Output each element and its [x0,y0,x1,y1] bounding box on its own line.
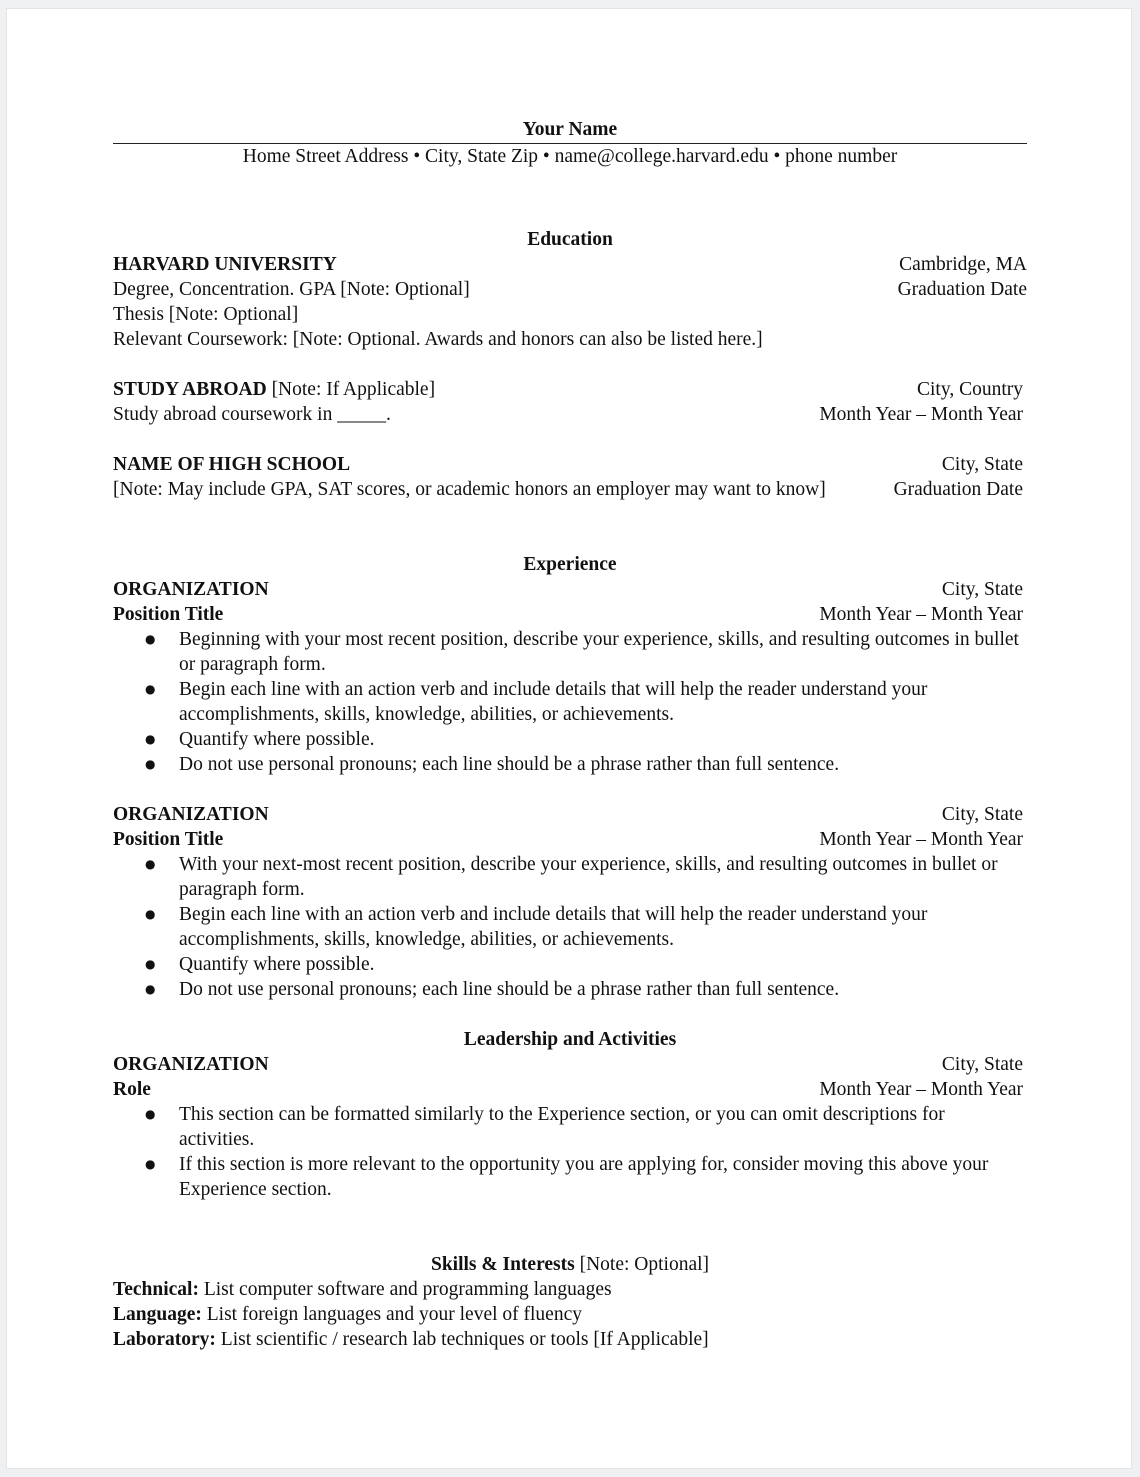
skill-label: Laboratory: [113,1329,216,1350]
organization-location: City, State [941,804,1023,825]
contact-line: Home Street Address • City, State Zip • name@college.harvard.edu • phone number [242,146,898,167]
highschool-name: NAME OF HIGH SCHOOL [113,454,351,475]
skill-line-technical [113,1277,1027,1302]
experience-2-header [113,802,1027,827]
graduation-date: Graduation Date [897,279,1027,300]
resume-name: Your Name [113,117,1027,144]
bullet-item: ● Quantify where possible. [113,727,1027,752]
organization-name: ORGANIZATION [113,804,269,825]
experience-1-bullets [113,627,1027,777]
bullet-item: ● Beginning with your most recent position, describe your experience, skills, and resulting outcomes in bullet or paragraph form. [113,627,1027,677]
section-title-leadership: Leadership and Activities [463,1029,677,1050]
bullet-item: ● Begin each line with an action verb and include details that will help the reader understand your accomplishments, skills, knowledge, abilities, or achievements. [113,902,1027,952]
bullet-item: ● This section can be formatted similarly to the Experience section, or you can omit descriptions for activities. [113,1102,1027,1152]
highschool-location: City, State [941,454,1023,475]
section-title-education: Education [527,229,613,250]
abroad-name: STUDY ABROAD [113,379,267,400]
organization-location: City, State [941,579,1023,600]
skill-label: Technical: [113,1279,199,1300]
education-highschool-note-row [113,477,1027,502]
experience-1-position-row [113,602,1027,627]
skills-title: Skills & Interests [430,1254,575,1275]
organization-location: City, State [941,1054,1023,1075]
school-name: HARVARD UNIVERSITY [113,254,337,275]
bullet-item: ● Do not use personal pronouns; each line should be a phrase rather than full sentence. [113,752,1027,777]
bullet-item: ● Begin each line with an action verb and include details that will help the reader understand your accomplishments, skills, knowledge, abilities, or achievements. [113,677,1027,727]
leadership-bullets [113,1102,1027,1202]
resume-page [6,8,1132,1469]
role-title: Role [113,1079,151,1100]
education-harvard-degree-row [113,277,1027,302]
skill-line-language [113,1302,1027,1327]
education-highschool-header [113,452,1027,477]
position-dates: Month Year – Month Year [819,829,1023,850]
abroad-note: [Note: If Applicable] [266,379,436,400]
role-dates: Month Year – Month Year [819,1079,1023,1100]
school-location: Cambridge, MA [899,254,1027,275]
leadership-header [113,1052,1027,1077]
experience-2-position-row [113,827,1027,852]
highschool-date: Graduation Date [893,479,1023,500]
organization-name: ORGANIZATION [113,1054,269,1075]
skill-line-laboratory [113,1327,1027,1352]
degree-text: Degree, Concentration. GPA [Note: Optional] [113,279,470,300]
section-title-skills [113,1252,1027,1277]
education-abroad-header [113,377,1027,402]
position-dates: Month Year – Month Year [819,604,1023,625]
education-abroad-coursework-row [113,402,1027,427]
highschool-note: [Note: May include GPA, SAT scores, or academic honors an employer may want to know] [113,479,826,500]
skill-label: Language: [113,1304,202,1325]
thesis-line: Thesis [Note: Optional] [113,304,299,325]
position-title: Position Title [113,829,224,850]
abroad-dates: Month Year – Month Year [819,404,1023,425]
skill-text: List foreign languages and your level of fluency [201,1304,582,1325]
bullet-item: ● Do not use personal pronouns; each line should be a phrase rather than full sentence. [113,977,1027,1002]
bullet-item: ● Quantify where possible. [113,952,1027,977]
education-harvard-header [113,252,1027,277]
bullet-item: ● With your next-most recent position, describe your experience, skills, and resulting outcomes in bullet or paragraph form. [113,852,1027,902]
skill-text: List scientific / research lab techniques or tools [If Applicable] [215,1329,709,1350]
skill-text: List computer software and programming languages [198,1279,612,1300]
resume-content [113,117,1027,1352]
leadership-role-row [113,1077,1027,1102]
position-title: Position Title [113,604,224,625]
organization-name: ORGANIZATION [113,579,269,600]
skills-title-note: [Note: Optional] [574,1254,710,1275]
abroad-coursework: Study abroad coursework in _____. [113,404,391,425]
coursework-line: Relevant Coursework: [Note: Optional. Awards and honors can also be listed here.] [113,329,763,350]
abroad-location: City, Country [917,379,1023,400]
abroad-title [113,377,435,402]
section-title-experience: Experience [523,554,617,575]
experience-2-bullets [113,852,1027,1002]
experience-1-header [113,577,1027,602]
bullet-item: ● If this section is more relevant to the opportunity you are applying for, consider moving this above your Experience section. [113,1152,1027,1202]
